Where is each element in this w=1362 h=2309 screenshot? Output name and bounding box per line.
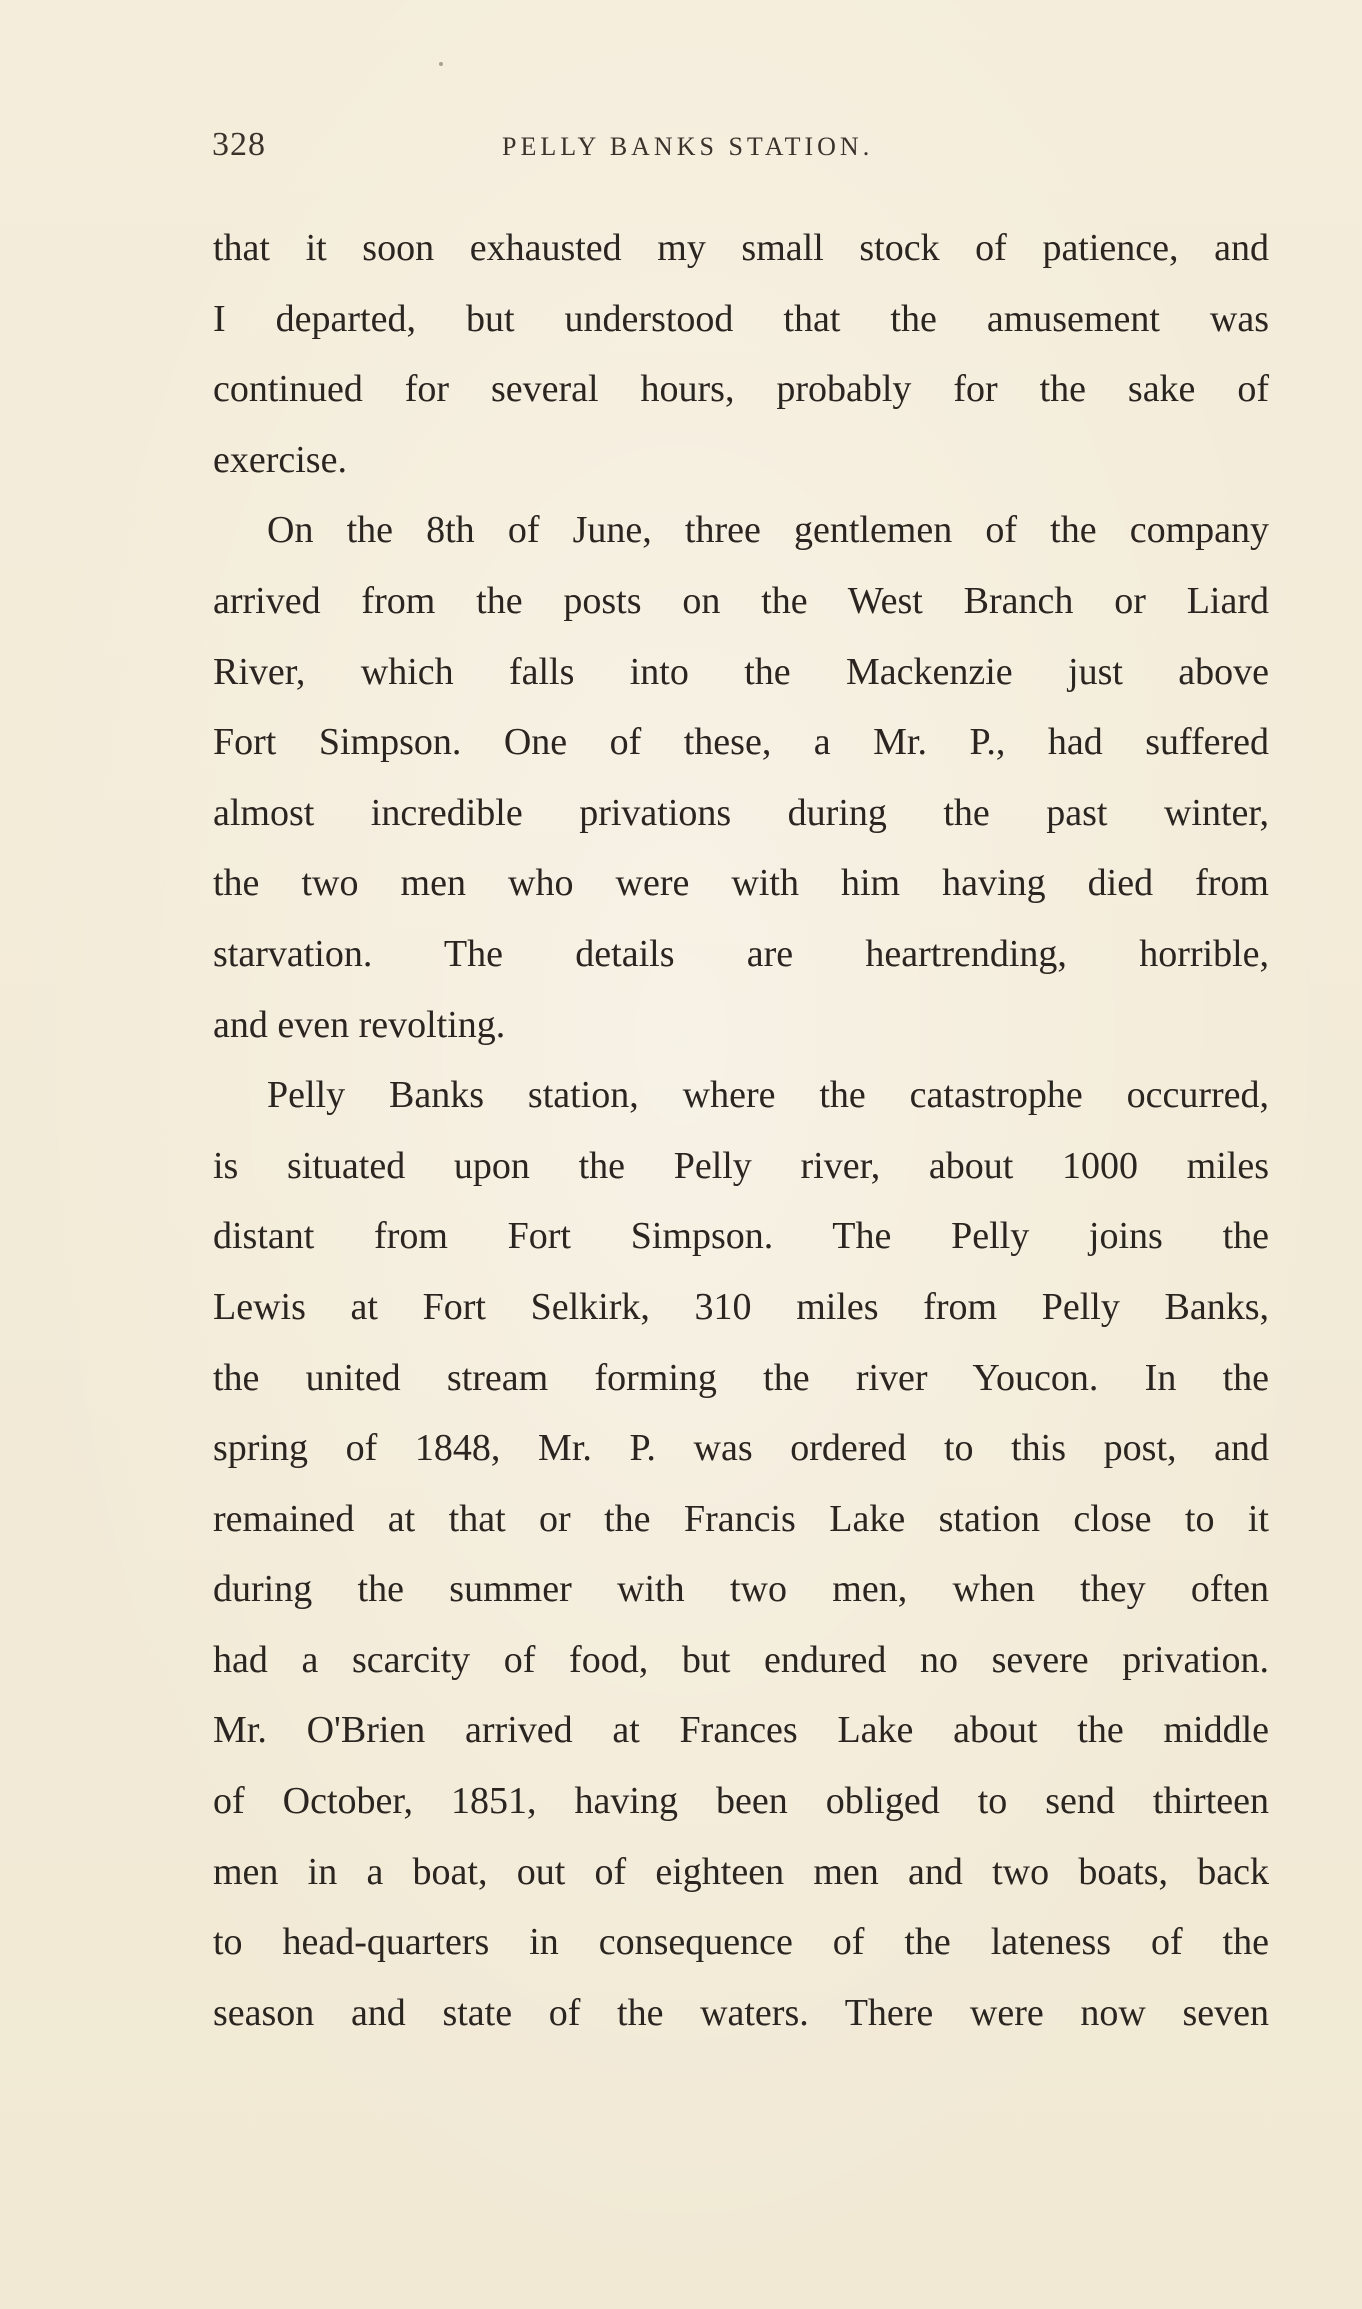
text-line: Fort Simpson. One of these, a Mr. P., had suffered bbox=[213, 721, 1269, 764]
text-line: is situated upon the Pelly river, about 1000 miles bbox=[213, 1144, 1269, 1187]
running-title: PELLY BANKS STATION. bbox=[502, 132, 874, 161]
text-line: continued for several hours, probably for the sake of bbox=[213, 368, 1269, 411]
running-head bbox=[212, 126, 972, 170]
text-line: River, which falls into the Mackenzie just above bbox=[213, 650, 1269, 693]
text-line: the two men who were with him having died from bbox=[213, 862, 1269, 905]
text-line: had a scarcity of food, but endured no severe privation. bbox=[213, 1638, 1269, 1681]
text-line: arrived from the posts on the West Branch or Liard bbox=[213, 579, 1269, 622]
text-line: to head-quarters in consequence of the lateness of the bbox=[213, 1921, 1269, 1964]
text-line: I departed, but understood that the amusement was bbox=[213, 297, 1269, 340]
text-line: and even revolting. bbox=[213, 1003, 506, 1046]
text-line: Pelly Banks station, where the catastrophe occurred, bbox=[267, 1074, 1269, 1117]
text-line: Lewis at Fort Selkirk, 310 miles from Pelly Banks, bbox=[213, 1285, 1269, 1328]
page-number: 328 bbox=[212, 126, 266, 163]
text-line: exercise. bbox=[213, 438, 347, 481]
paper-speck bbox=[439, 62, 443, 66]
text-line: of October, 1851, having been obliged to send thirteen bbox=[213, 1780, 1269, 1823]
text-line: starvation. The details are heartrending, horrible, bbox=[213, 932, 1269, 975]
text-line: On the 8th of June, three gentlemen of the company bbox=[267, 509, 1269, 552]
text-line: men in a boat, out of eighteen men and two boats, back bbox=[213, 1850, 1269, 1893]
text-line: season and state of the waters. There were now seven bbox=[213, 1991, 1269, 2034]
text-line: spring of 1848, Mr. P. was ordered to this post, and bbox=[213, 1427, 1269, 1470]
text-line: distant from Fort Simpson. The Pelly joins the bbox=[213, 1215, 1269, 1258]
text-line: the united stream forming the river Youcon. In the bbox=[213, 1356, 1269, 1399]
text-line: that it soon exhausted my small stock of patience, and bbox=[213, 227, 1269, 269]
body-text bbox=[213, 213, 1269, 2048]
text-line: almost incredible privations during the past winter, bbox=[213, 791, 1269, 834]
text-line: remained at that or the Francis Lake station close to it bbox=[213, 1497, 1269, 1540]
text-line: during the summer with two men, when they often bbox=[213, 1568, 1269, 1611]
text-line: Mr. O'Brien arrived at Frances Lake about the middle bbox=[213, 1709, 1269, 1752]
